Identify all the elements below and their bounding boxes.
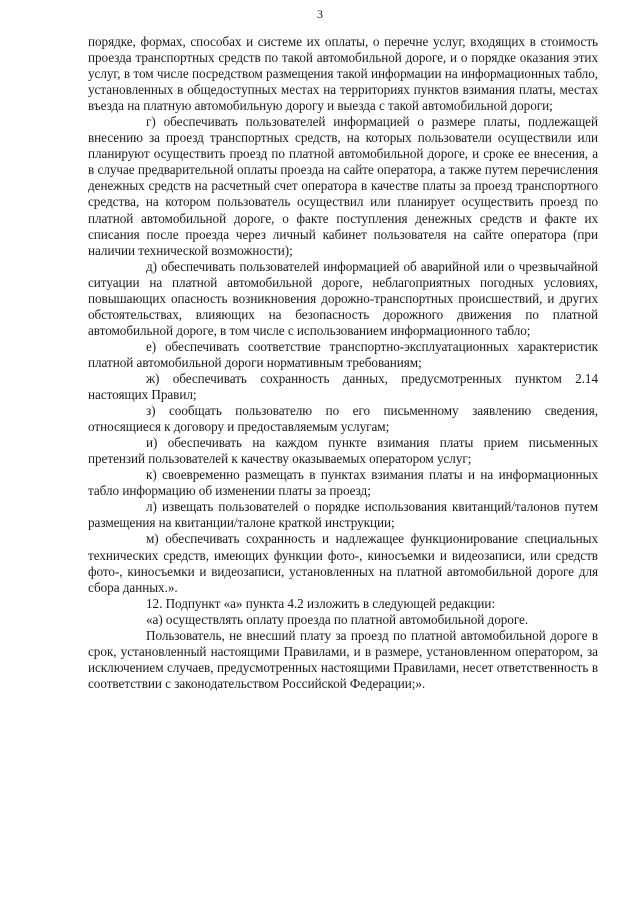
paragraph-item-e: е) обеспечивать соответствие транспортно-эксплуатационных характеристик платной автомобильной дороги нормативным требованиям; — [88, 338, 598, 370]
paragraph-section-12: 12. Подпункт «а» пункта 4.2 изложить в следующей редакции: — [146, 595, 496, 611]
paragraph-item-z: з) сообщать пользователю по его письменному заявлению сведения, относящиеся к договору и предоставляемым услугам; — [88, 403, 598, 435]
document-body — [88, 34, 598, 692]
paragraph-item-i: и) обеспечивать на каждом пункте взимания платы прием письменных претензий пользователей к качеству оказываемых оператором услуг; — [88, 435, 598, 467]
paragraph-item-k: к) своевременно размещать в пунктах взимания платы и на информационных табло информацию об изменении платы за проезд; — [88, 467, 598, 499]
paragraph-item-l: л) извещать пользователей о порядке использования квитанций/талонов путем размещения на квитанции/талоне краткой инструкции; — [88, 499, 598, 531]
paragraph-item-m: м) обеспечивать сохранность и надлежащее функционирование специальных технических средств, имеющих функции фото-, киносъемки и видеозаписи, или средств фото-, киносъемки и видеозаписи, установленных на платной автомобильной дороге для сбора данных.». — [88, 531, 598, 595]
paragraph-subitem-a: «а) осуществлять оплату проезда по платной автомобильной дороге. — [146, 611, 529, 627]
paragraph-item-d: д) обеспечивать пользователей информацией об аварийной или о чрезвычайной ситуации на платной автомобильной дороге, неблагоприятных погодных условиях, повышающих опасность возникновения дорожно-транспортных происшествий, и других обстоятельствах, влияющих на безопасность дорожного движения по платной автомобильной дороге, в том числе с использованием информационного табло; — [88, 258, 598, 338]
page-number: 3 — [317, 7, 323, 21]
paragraph-item-zh: ж) обеспечивать сохранность данных, предусмотренных пунктом 2.14 настоящих Правил; — [88, 370, 598, 403]
paragraph-user-liability: Пользователь, не внесший плату за проезд по платной автомобильной дороге в срок, установленный настоящими Правилами, и в размере, установленном оператором, за исключением случаев, предусмотренных настоящими Правилами, несет ответственность в соответствии с законодательством Российской Федерации;». — [88, 627, 598, 691]
paragraph-item-g: г) обеспечивать пользователей информацией о размере платы, подлежащей внесению за проезд транспортных средств, на которых пользователи осуществили или планируют осуществить проезд по платной автомобильной дороге, и сроке ее внесения, а в случае предварительной оплаты проезда на сайте оператора, а также путем перечисления денежных средств на расчетный счет оператора в качестве платы за проезд транспортного средства, на котором пользователь осуществил или планирует осуществить проезд по платной автомобильной дороге, о факте поступления денежных средств и факте их списания после проезда через личный кабинет пользователя на сайте оператора (при наличии технической возможности); — [88, 114, 598, 258]
paragraph-continuation: порядке, формах, способах и системе их оплаты, о перечне услуг, входящих в стоимость проезда транспортных средств по такой автомобильной дороге, и о порядке оказания этих услуг, в том числе посредством размещения такой информации на информационных табло, установленных в общедоступных местах на территориях пунктов взимания платы, местах въезда на платную автомобильную дорогу и выезда с такой автомобильной дороги; — [88, 34, 598, 114]
